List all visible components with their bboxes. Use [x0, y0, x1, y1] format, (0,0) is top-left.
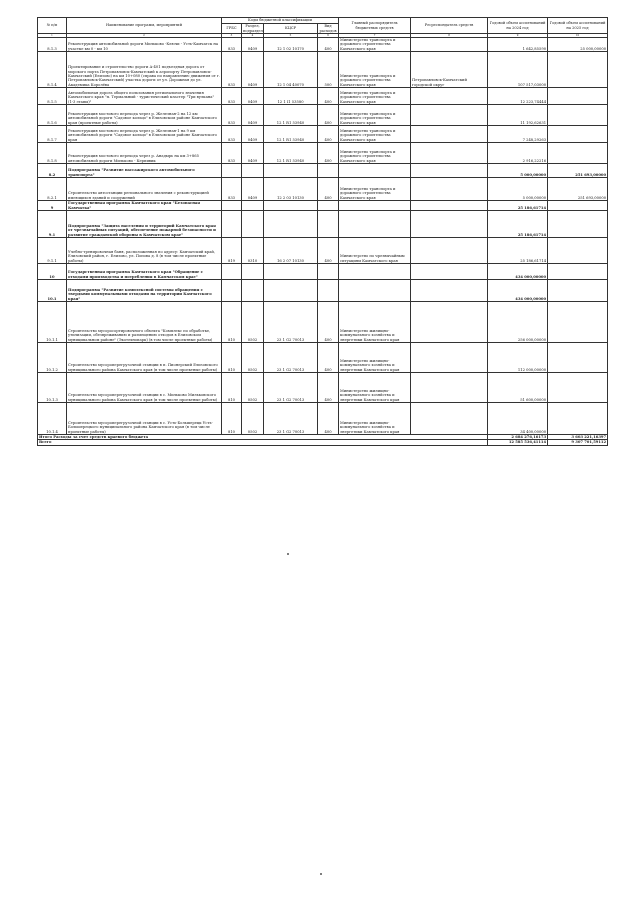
row-recipient: [411, 373, 488, 403]
row-vid: 500: [318, 52, 339, 88]
budget-table: [37, 17, 608, 446]
row-vol-2024: 2 916,22216: [488, 143, 548, 164]
row-vol-2024: 107 517,03000: [488, 52, 548, 88]
budget-table-page: [37, 17, 607, 446]
header-razdel: Раздел, подраздел: [243, 24, 263, 33]
row-recipient: [411, 105, 488, 126]
header-num: № п/п: [38, 18, 67, 34]
row-vol-2024: 51 600,00000: [488, 373, 548, 403]
index-cell: 1: [38, 34, 67, 38]
row-main-admin: Министерство транспорта и дорожного строительства Камчатского края: [339, 105, 411, 126]
table-row: [38, 88, 608, 105]
table-row: [38, 211, 608, 238]
row-main-admin: [339, 201, 411, 211]
row-kcsr: 12 1 R1 53940: [264, 105, 318, 126]
row-kcsr: 12 1 R1 53940: [264, 143, 318, 164]
row-main-admin: [339, 211, 411, 238]
table-row: [38, 126, 608, 143]
row-razdel: 0502: [242, 403, 264, 435]
row-vol-2024: 34 400,00000: [488, 403, 548, 435]
row-main-admin: Министерство транспорта и дорожного строительства Камчатского края: [339, 88, 411, 105]
table-row: [38, 201, 608, 211]
table-row: [38, 302, 608, 343]
row-main-admin: [339, 280, 411, 302]
row-recipient: [411, 178, 488, 201]
row-razdel: 0409: [242, 105, 264, 126]
total-all-label: Всего: [38, 440, 488, 445]
row-razdel: 0409: [242, 38, 264, 52]
row-razdel: 0502: [242, 302, 264, 343]
row-vol-2025: [548, 201, 608, 211]
row-vid: [318, 164, 339, 178]
row-vid: 400: [318, 403, 339, 435]
row-grbs: [222, 164, 242, 178]
row-vol-2025: [548, 143, 608, 164]
row-vol-2025: [548, 88, 608, 105]
row-name: Строительство автостанции регионального значения с реконструкцией имеющихся зданий и сооружений: [67, 178, 222, 201]
index-cell: 7: [339, 34, 411, 38]
row-vid: [318, 211, 339, 238]
row-recipient: [411, 201, 488, 211]
row-vol-2025: [548, 264, 608, 280]
table-row: [38, 38, 608, 52]
total-regional-label: Итого Расходы за счет средств краевого бюджета: [38, 435, 488, 440]
row-kcsr: [264, 264, 318, 280]
row-recipient: [411, 343, 488, 373]
row-vid: 400: [318, 88, 339, 105]
index-cell: 8: [411, 34, 488, 38]
total-all-2024: 12 585 536,41114: [488, 440, 548, 445]
table-row: [38, 105, 608, 126]
row-vol-2024: 434 000,00000: [488, 264, 548, 280]
row-recipient: [411, 126, 488, 143]
row-vol-2025: [548, 52, 608, 88]
row-grbs: [222, 264, 242, 280]
row-main-admin: Министерство жилищно-коммунального хозяйства и энергетики Камчатского края: [339, 302, 411, 343]
row-grbs: 833: [222, 178, 242, 201]
row-recipient: [411, 143, 488, 164]
row-kcsr: [264, 211, 318, 238]
row-main-admin: [339, 264, 411, 280]
row-name: Реконструкция мостового перехода через р. Анадырь на км 3+865 автомобильной дороги Мильково - Керпивик: [67, 143, 222, 164]
row-num: 8.1.5: [38, 88, 67, 105]
row-vol-2024: 434 000,00000: [488, 280, 548, 302]
row-num: 10.1.3: [38, 373, 67, 403]
row-razdel: 0502: [242, 343, 264, 373]
row-main-admin: Министерство по чрезвычайным ситуациям Камчатского края: [339, 238, 411, 264]
scan-speck: [287, 553, 289, 555]
row-num: 9.1: [38, 211, 67, 238]
row-num: 9.1.1: [38, 238, 67, 264]
row-kcsr: 16 2 07 10130: [264, 238, 318, 264]
row-vid: 400: [318, 302, 339, 343]
row-grbs: 810: [222, 373, 242, 403]
row-razdel: [242, 264, 264, 280]
row-recipient: [411, 280, 488, 302]
row-razdel: [242, 211, 264, 238]
row-grbs: [222, 211, 242, 238]
header-vol-2024: Годовой объем ассигнований на 2024 год: [488, 18, 548, 34]
row-name: Реконструкция мостового перехода через р. Железная-2 на 12 км автомобильной дороги "Садовое кольцо" в Елизовском районе Камчатского края (проектные работы): [67, 105, 222, 126]
row-vol-2024: 256 000,00000: [488, 302, 548, 343]
row-num: 8.1.7: [38, 126, 67, 143]
row-num: 10.1: [38, 280, 67, 302]
table-row: [38, 403, 608, 435]
row-vol-2025: [548, 280, 608, 302]
row-name: Подпрограмма "Развитие комплексной системы обращения с твердыми коммунальными отходами на территории Камчатского края": [67, 280, 222, 302]
row-vol-2025: 251 693,00000: [548, 164, 608, 178]
table-row: [38, 238, 608, 264]
header-codes-group: Коды бюджетной классификации: [222, 18, 339, 24]
table-row: [38, 143, 608, 164]
row-num: 10: [38, 264, 67, 280]
header-recipient: Ресреспондатель средств: [411, 18, 488, 34]
row-name: Государственная программа Камчатского края "Безопасная Камчатка": [67, 201, 222, 211]
row-vid: 400: [318, 38, 339, 52]
row-main-admin: Министерство транспорта и дорожного строительства Камчатского края: [339, 52, 411, 88]
row-num: 10.1.1: [38, 302, 67, 343]
row-grbs: 810: [222, 343, 242, 373]
row-grbs: 833: [222, 105, 242, 126]
row-name: Автомобильная дорога общего пользования регионального значения Камчатского края "п. Термальный - туристический кластер "Три вулкана" (1-3 этапы)": [67, 88, 222, 105]
row-razdel: [242, 280, 264, 302]
index-cell: 10: [548, 34, 608, 38]
row-razdel: 0310: [242, 238, 264, 264]
header-grbs: ГРБС: [222, 24, 242, 34]
row-razdel: 0409: [242, 143, 264, 164]
row-vol-2025: [548, 105, 608, 126]
row-grbs: 810: [222, 302, 242, 343]
row-recipient: [411, 164, 488, 178]
row-vol-2024: 12 223,74444: [488, 88, 548, 105]
row-razdel: [242, 201, 264, 211]
row-kcsr: 23 1 G2 70013: [264, 403, 318, 435]
row-vid: 400: [318, 238, 339, 264]
row-vol-2025: [548, 238, 608, 264]
total-regional-2024: 2 684 276,16173: [488, 435, 548, 440]
row-name: Строительство мусороперегрузочной станции в п. Пионерский Елизовского муниципального района Камчатского края (в том числе проектные работы): [67, 343, 222, 373]
row-grbs: 833: [222, 126, 242, 143]
row-name: Строительство мусороперегрузочной станции в с. Мильково Мильковского муниципального района Камчатского края (в том числе проектные работы): [67, 373, 222, 403]
row-razdel: [242, 164, 264, 178]
table-header: [38, 18, 608, 38]
row-grbs: 833: [222, 52, 242, 88]
row-vol-2025: [548, 211, 608, 238]
total-all-row: [38, 440, 608, 445]
row-kcsr: 23 1 G2 70013: [264, 343, 318, 373]
index-cell: 3: [222, 34, 242, 38]
row-vid: 400: [318, 373, 339, 403]
header-vol-2025: Годовой объем ассигнований на 2025 год: [548, 18, 608, 34]
row-name: Проектирование и строительство дороги А-401 подъездная дорога от морского порта Петропавловск-Камчатский к аэропорту Петропавловск-Камчатский (Елизово) на км 10+080 (справа по направлению движения от г. Петропавловск-Камчатский) участка дороги от ул. Дорожная до ул. Академика Королёва: [67, 52, 222, 88]
row-grbs: [222, 201, 242, 211]
index-cell: 9: [488, 34, 548, 38]
row-name: Строительство мусороперегрузочной станции в с. Усть-Большерецк Усть-Большерецкого муниципального района Камчатского края (в том числе проектные работы): [67, 403, 222, 435]
row-num: 8.1.4: [38, 52, 67, 88]
row-main-admin: Министерство транспорта и дорожного строительства Камчатского края: [339, 38, 411, 52]
row-grbs: 833: [222, 143, 242, 164]
row-recipient: [411, 264, 488, 280]
row-recipient: [411, 302, 488, 343]
index-cell: 6: [318, 34, 339, 38]
table-footer: [38, 435, 608, 446]
row-vol-2025: 25 000,00000: [548, 38, 608, 52]
row-grbs: [222, 280, 242, 302]
row-recipient: Петропавловск-Камчатский городской округ: [411, 52, 488, 88]
row-recipient: [411, 38, 488, 52]
row-main-admin: Министерство транспорта и дорожного строительства Камчатского края: [339, 143, 411, 164]
total-regional-2025: 3 603 221,16397: [548, 435, 608, 440]
row-num: 10.1.4: [38, 403, 67, 435]
table-row: [38, 343, 608, 373]
row-recipient: [411, 211, 488, 238]
row-kcsr: [264, 164, 318, 178]
row-vol-2025: [548, 126, 608, 143]
row-grbs: 833: [222, 38, 242, 52]
index-cell: 5: [264, 34, 318, 38]
row-main-admin: Министерство жилищно-коммунального хозяйства и энергетики Камчатского края: [339, 403, 411, 435]
row-num: 8.1.6: [38, 105, 67, 126]
row-kcsr: 12 2 03 10130: [264, 178, 318, 201]
row-vid: 400: [318, 178, 339, 201]
row-main-admin: [339, 164, 411, 178]
row-recipient: [411, 403, 488, 435]
row-vid: 400: [318, 105, 339, 126]
row-main-admin: Министерство жилищно-коммунального хозяйства и энергетики Камчатского края: [339, 343, 411, 373]
row-kcsr: 23 1 G2 70013: [264, 373, 318, 403]
row-kcsr: 12 1 R1 53940: [264, 126, 318, 143]
row-num: 9: [38, 201, 67, 211]
row-razdel: 0409: [242, 88, 264, 105]
row-razdel: 0409: [242, 126, 264, 143]
row-num: 8.2.1: [38, 178, 67, 201]
row-num: 10.1.2: [38, 343, 67, 373]
row-vol-2024: 11 192,62631: [488, 105, 548, 126]
row-vol-2025: [548, 403, 608, 435]
row-recipient: [411, 88, 488, 105]
row-grbs: 810: [222, 403, 242, 435]
index-cell: 2: [67, 34, 222, 38]
header-main-admin: Главный распорядитель бюджетных средств: [339, 18, 411, 34]
header-name: Наименование программ, мероприятий: [67, 18, 222, 34]
row-vol-2024: 1 642,85590: [488, 38, 548, 52]
row-kcsr: 12 1 I1 53580: [264, 88, 318, 105]
row-razdel: 0409: [242, 178, 264, 201]
row-name: Подпрограмма "Развитие пассажирского автомобильного транспорта": [67, 164, 222, 178]
row-name: Строительство мусоросортировочного объекта "Комплекс по обработке, утилизации, обезвреживанию и размещению отходов в Елизовском муниципальном районе" (Экотехнопарк) (в том числе проектные работы): [67, 302, 222, 343]
row-num: 8.2: [38, 164, 67, 178]
row-vol-2024: 5 000,00000: [488, 164, 548, 178]
row-vol-2025: [548, 302, 608, 343]
row-name: Подпрограмма "Защита населения и территорий Камчатского края от чрезвычайных ситуаций, обеспечение пожарной безопасности и развитие гражданской обороны в Камчатском крае": [67, 211, 222, 238]
row-vol-2025: [548, 343, 608, 373]
row-razdel: 0409: [242, 52, 264, 88]
row-num: 8.1.8: [38, 143, 67, 164]
row-vol-2025: [548, 373, 608, 403]
row-vol-2024: 25 186,61714: [488, 201, 548, 211]
index-cell: 4: [242, 34, 264, 38]
row-vid: [318, 201, 339, 211]
table-row: [38, 178, 608, 201]
table-body: [38, 38, 608, 435]
row-name: Учебно-тренировочная баня, расположенная по адресу: Камчатский край, Елизовский район, г. Елизово, ул. Попова д. 8 (в том числе проектные работы): [67, 238, 222, 264]
scan-speck: [320, 873, 322, 875]
row-vol-2024: 25 186,61714: [488, 211, 548, 238]
row-recipient: [411, 238, 488, 264]
table-row: [38, 52, 608, 88]
row-kcsr: 12 1 02 10170: [264, 38, 318, 52]
row-grbs: 819: [222, 238, 242, 264]
table-row: [38, 264, 608, 280]
row-vid: 400: [318, 126, 339, 143]
row-main-admin: Министерство транспорта и дорожного строительства Камчатского края: [339, 126, 411, 143]
row-vol-2024: 112 000,00000: [488, 343, 548, 373]
row-num: 8.1.3: [38, 38, 67, 52]
row-name: Государственная программа Камчатского края "Обращение с отходами производства и потребления в Камчатском крае": [67, 264, 222, 280]
row-vol-2024: 7 248,29263: [488, 126, 548, 143]
table-row: [38, 164, 608, 178]
row-vid: [318, 280, 339, 302]
row-vid: 400: [318, 343, 339, 373]
row-kcsr: [264, 201, 318, 211]
row-main-admin: Министерство жилищно-коммунального хозяйства и энергетики Камчатского края: [339, 373, 411, 403]
row-vid: 400: [318, 143, 339, 164]
row-grbs: 833: [222, 88, 242, 105]
row-kcsr: 23 1 G2 70013: [264, 302, 318, 343]
row-vid: [318, 264, 339, 280]
row-kcsr: 12 1 04 40070: [264, 52, 318, 88]
row-name: Реконструкция автомобильной дороги Мильково -Ключи - Усть-Камчатск на участке км 0 - км 10: [67, 38, 222, 52]
row-kcsr: [264, 280, 318, 302]
table-row: [38, 280, 608, 302]
header-vid: Вид расходов: [319, 24, 337, 33]
total-all-2025: 9 307 701,59112: [548, 440, 608, 445]
row-main-admin: Министерство транспорта и дорожного строительства Камчатского края: [339, 178, 411, 201]
row-vol-2025: 251 693,00000: [548, 178, 608, 201]
row-vol-2024: 25 186,61714: [488, 238, 548, 264]
row-razdel: 0502: [242, 373, 264, 403]
table-row: [38, 373, 608, 403]
header-kcsr: КЦСР: [264, 24, 318, 34]
row-name: Реконструкция мостового перехода через р. Железная-1 на 9 км автомобильной дороги "Садовое кольцо" в Елизовском районе Камчатского края: [67, 126, 222, 143]
row-vol-2024: 5 000,00000: [488, 178, 548, 201]
